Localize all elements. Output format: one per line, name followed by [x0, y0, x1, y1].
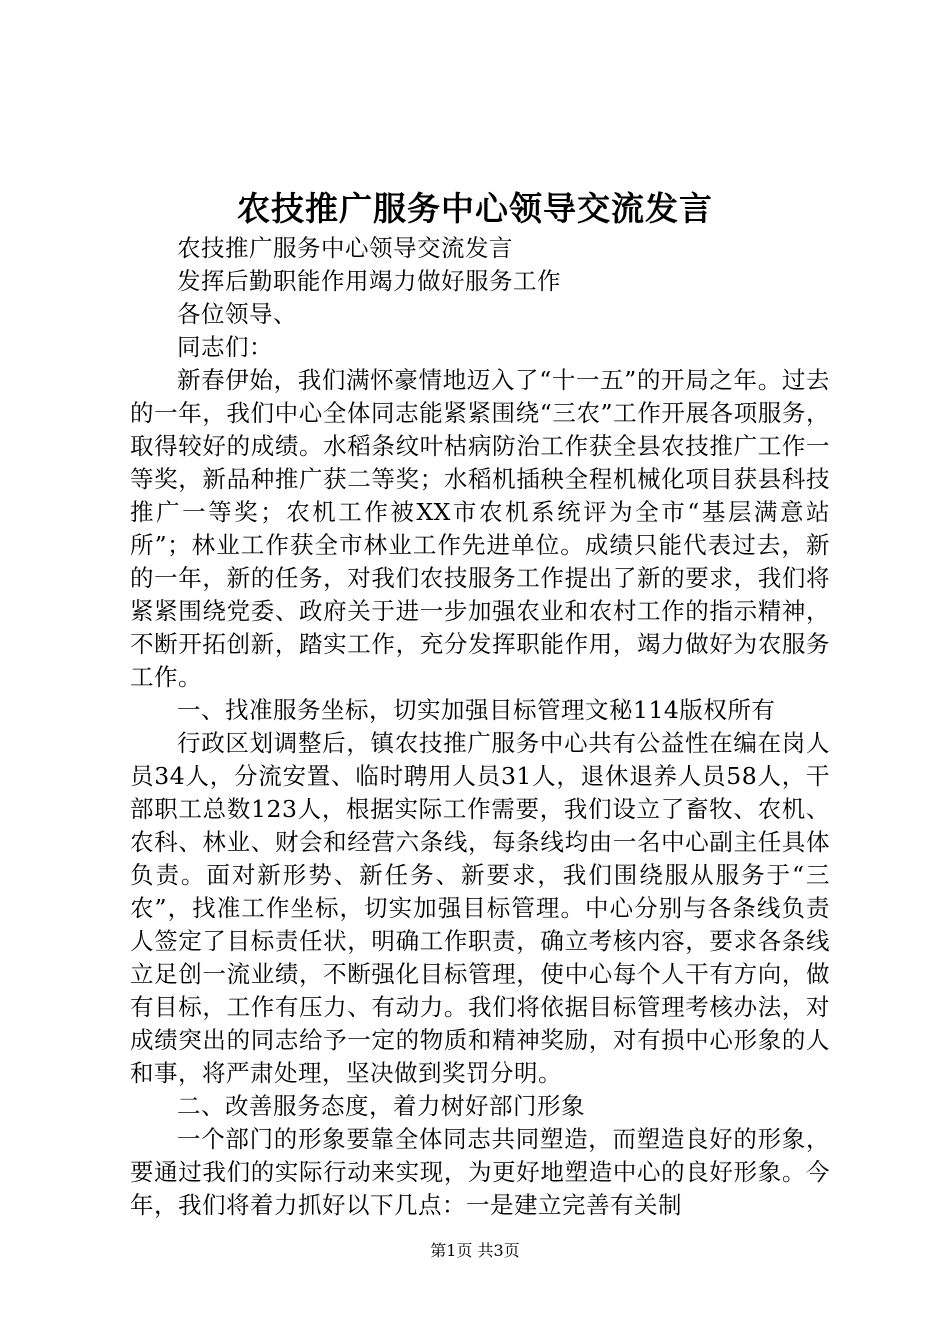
paragraph-subtitle-repeat: 农技推广服务中心领导交流发言: [177, 234, 513, 262]
section-heading-1: 一、找准服务坐标，切实加强目标管理文秘114版权所有: [177, 696, 776, 724]
paragraph-section-2: 一个部门的形象要靠全体同志共同塑造，而塑造良好的形象，要通过我们的实际行动来实现，为更好地塑造中心的良好形象。今年，我们将着力抓好以下几点：一是建立完善有关制: [130, 1125, 830, 1219]
paragraph-section-1: 行政区划调整后，镇农技推广服务中心共有公益性在编在岗人员34人，分流安置、临时聘用人员31人，退休退养人员58人，干部职工总数123人，根据实际工作需要，我们设立了畜牧、农机、农科、林业、财会和经营六条线，每条线均由一名中心副主任具体负责。面对新形势、新任务、新要求，我们围绕服从服务于“三农”，找准工作坐标，切实加强目标管理。中心分别与各条线负责人签定了目标责任状，明确工作职责，确立考核内容，要求各条线立足创一流业绩，不断强化目标管理，使中心每个人干有方向，做有目标，工作有压力、有动力。我们将依据目标管理考核办法，对成绩突出的同志给予一定的物质和精神奖励，对有损中心形象的人和事，将严肃处理，坚决做到奖罚分明。: [130, 729, 830, 1087]
section-heading-2: 二、改善服务态度，着力树好部门形象: [177, 1092, 585, 1120]
paragraph-salutation-comrades: 同志们：: [177, 333, 273, 361]
paragraph-intro: 新春伊始，我们满怀豪情地迈入了“十一五”的开局之年。过去的一年，我们中心全体同志能紧紧围绕“三农”工作开展各项服务，取得较好的成绩。水稻条纹叶枯病防治工作获全县农技推广工作一等奖，新品种推广获二等奖；水稻机插秧全程机械化项目获县科技推广一等奖；农机工作被XX市农机系统评为全市“基层满意站所”；林业工作获全市林业工作先进单位。成绩只能代表过去，新的一年，新的任务，对我们农技服务工作提出了新的要求，我们将紧紧围绕党委、政府关于进一步加强农业和农村工作的指示精神，不断开拓创新，踏实工作，充分发挥职能作用，竭力做好为农服务工作。: [130, 366, 830, 691]
document-title: 农技推广服务中心领导交流发言: [237, 189, 713, 228]
page-number-footer: 第1页 共3页: [430, 1241, 520, 1260]
paragraph-salutation-leaders: 各位领导、: [177, 300, 297, 328]
document-body: [130, 232, 830, 1222]
paragraph-speech-theme: 发挥后勤职能作用竭力做好服务工作: [177, 267, 561, 295]
